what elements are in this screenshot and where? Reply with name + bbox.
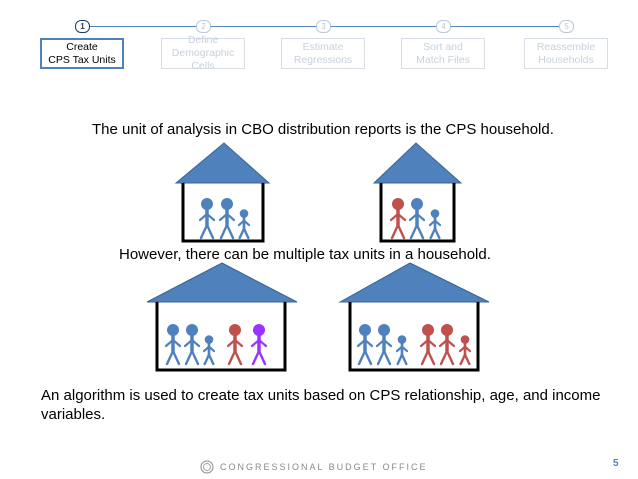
adult-figure-red <box>391 198 405 238</box>
page-number: 5 <box>613 458 619 469</box>
body-line-1: The unit of analysis in CBO distribution reports is the CPS household. <box>92 121 554 138</box>
footer-org-name: CONGRESSIONAL BUDGET OFFICE <box>220 462 428 472</box>
adult-figure-blue <box>200 198 214 238</box>
adult-figure-blue <box>166 324 180 364</box>
child-figure-red <box>460 335 470 364</box>
child-figure-blue <box>430 209 440 238</box>
adult-figure-blue <box>410 198 424 238</box>
adult-figure-red <box>421 324 435 364</box>
step-5-number: 5 <box>559 20 574 33</box>
step-2-number: 2 <box>196 20 211 33</box>
house-roof <box>176 143 269 183</box>
household-1 <box>176 143 269 241</box>
child-figure-blue <box>397 335 407 364</box>
step-1-label: Create CPS Tax Units <box>48 40 116 66</box>
household-3 <box>147 263 297 370</box>
house-roof <box>374 143 461 183</box>
adult-figure-blue <box>220 198 234 238</box>
adult-figure-blue <box>185 324 199 364</box>
adult-figure-red <box>228 324 242 364</box>
step-3-number: 3 <box>316 20 331 33</box>
body-line-2: However, there can be multiple tax units in a household. <box>119 246 491 263</box>
adult-figure-blue <box>377 324 391 364</box>
step-2-label: Define Demographic Cells <box>171 34 235 72</box>
step-1-number: 1 <box>75 20 90 33</box>
adult-figure-purple <box>252 324 266 364</box>
house-roof <box>147 263 297 302</box>
child-figure-blue <box>239 209 249 238</box>
child-figure-blue <box>204 335 214 364</box>
adult-figure-blue <box>358 324 372 364</box>
adult-figure-red <box>440 324 454 364</box>
household-2 <box>374 143 461 241</box>
footer <box>200 460 428 474</box>
step-3-label: Estimate Regressions <box>293 40 353 66</box>
house-roof <box>340 263 489 302</box>
step-5-label: Reassemble Households <box>536 40 596 66</box>
body-line-3: An algorithm is used to create tax units based on CPS relationship, age, and income variables. <box>41 387 601 423</box>
step-4-number: 4 <box>436 20 451 33</box>
cbo-seal-icon <box>200 460 214 474</box>
step-4-label: Sort and Match Files <box>416 40 470 66</box>
household-4 <box>340 263 489 370</box>
